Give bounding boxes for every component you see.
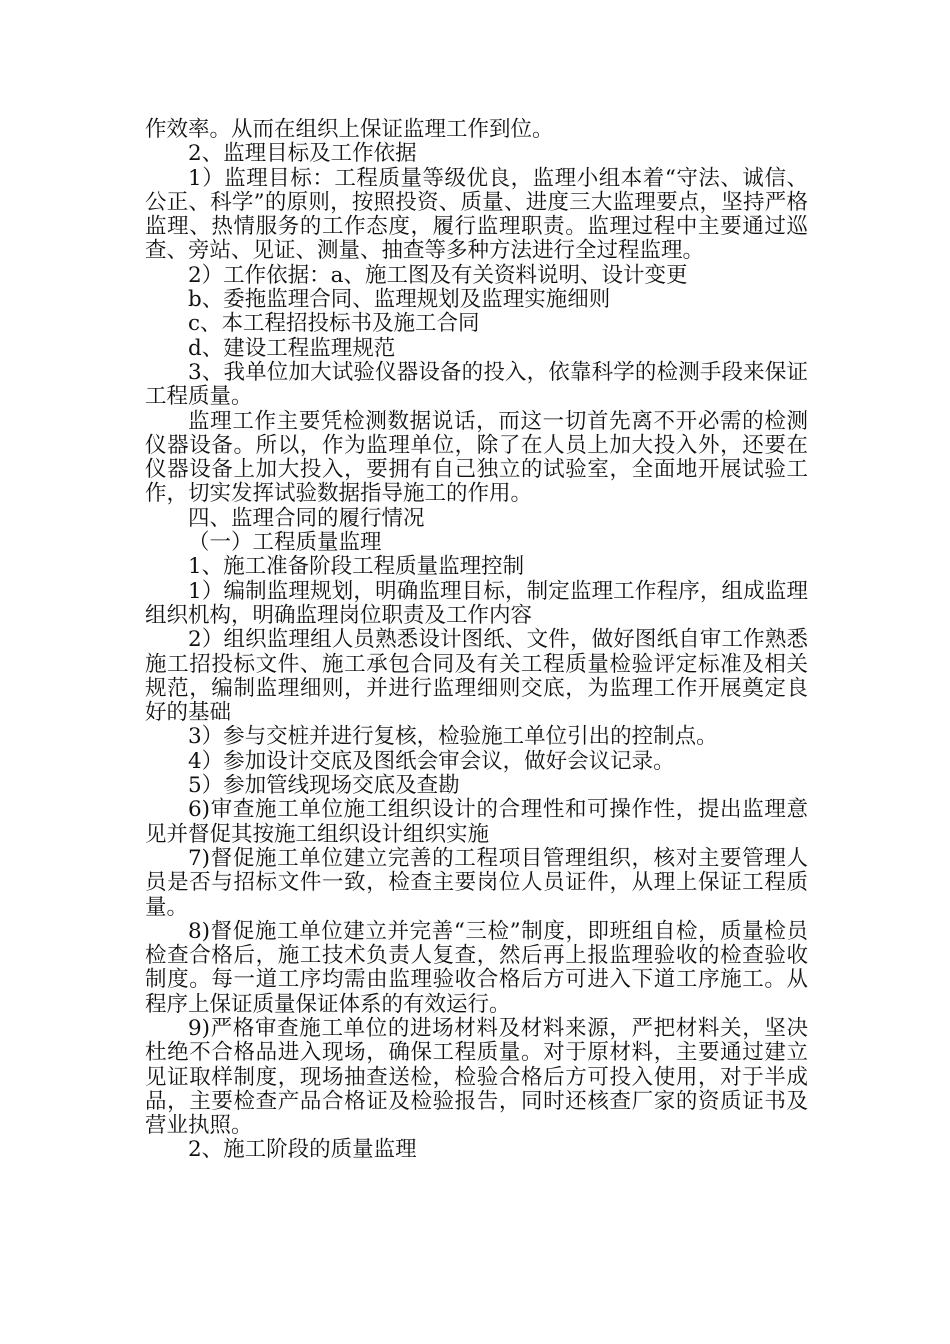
list-item: 4）参加设计交底及图纸会审会议，做好会议记录。 (188, 748, 675, 774)
paragraph: 监理工作主要凭检测数据说话，而这一切首先离不开必需的检测仪器设备。所以，作为监理单位，除了在人员上加大投入外，还要在仪器设备上加大投入，要拥有自己独立的试验室，全面地开展试验工作，切实发挥试验数据指导施工的作用。 (145, 408, 808, 507)
paragraph: 1）监理目标：工程质量等级优良，监理小组本着“守法、诚信、公正、科学”的原则，按照投资、质量、进度三大监理要点，坚持严格监理、热情服务的工作态度，履行监理职责。监理过程中主要通过巡查、旁站、见证、测量、抽查等多种方法进行全过程监理。 (145, 165, 808, 264)
list-item: 7)督促施工单位建立完善的工程项目管理组织，核对主要管理人员是否与招标文件一致，检查主要岗位人员证件，从理上保证工程质量。 (145, 845, 808, 920)
list-item: 3）参与交桩并进行复核，检验施工单位引出的控制点。 (188, 724, 718, 750)
list-item: 5）参加管线现场交底及查勘 (188, 773, 460, 799)
section-heading: 四、监理合同的履行情况 (188, 505, 425, 531)
list-item: 1）编制监理规划，明确监理目标，制定监理工作程序，组成监理组织机构，明确监理岗位职责及工作内容 (145, 578, 808, 628)
list-item: 6)审查施工单位施工组织设计的合理性和可操作性，提出监理意见并督促其按施工组织设计组织实施 (145, 797, 808, 847)
heading-objectives: 2、监理目标及工作依据 (188, 141, 417, 167)
list-item: d、建设工程监理规范 (188, 335, 396, 361)
list-item: c、本工程招投标书及施工合同 (188, 311, 480, 337)
list-item: 2）工作依据：a、施工图及有关资料说明、设计变更 (188, 262, 688, 288)
list-item: 8)督促施工单位建立并完善“三检”制度，即班组自检，质量检员检查合格后，施工技术负责人复查，然后再上报监理验收的检查验收制度。每一道工序均需由监理验收合格后方可进入下道工序施工。从程序上保证质量保证体系的有效运行。 (145, 918, 808, 1017)
list-item: b、委拖监理合同、监理规划及监理实施细则 (188, 287, 611, 313)
paragraph: 3、我单位加大试验仪器设备的投入，依靠科学的检测手段来保证工程质量。 (145, 359, 808, 410)
subsection-heading: 2、施工阶段的质量监理 (188, 1137, 417, 1163)
subsection-heading: 1、施工准备阶段工程质量监理控制 (188, 554, 525, 580)
paragraph: 作效率。从而在组织上保证监理工作到位。 (145, 117, 554, 142)
subsection-heading: （一）工程质量监理 (188, 530, 382, 556)
list-item: 2）组织监理组人员熟悉设计图纸、文件，做好图纸自审工作熟悉施工招投标文件、施工承包合同及有关工程质量检验评定标准及相关规范，编制监理细则，并进行监理细则交底，为监理工作开展奠定良好的基础 (145, 627, 808, 726)
document-page (145, 118, 808, 1163)
list-item: 9)严格审查施工单位的进场材料及材料来源，严把材料关，坚决杜绝不合格品进入现场，确保工程质量。对于原材料，主要通过建立见证取样制度，现场抽查送检，检验合格后方可投入使用，对于半成品，主要检查产品合格证及检验报告，同时还核查厂家的资质证书及营业执照。 (145, 1015, 808, 1139)
